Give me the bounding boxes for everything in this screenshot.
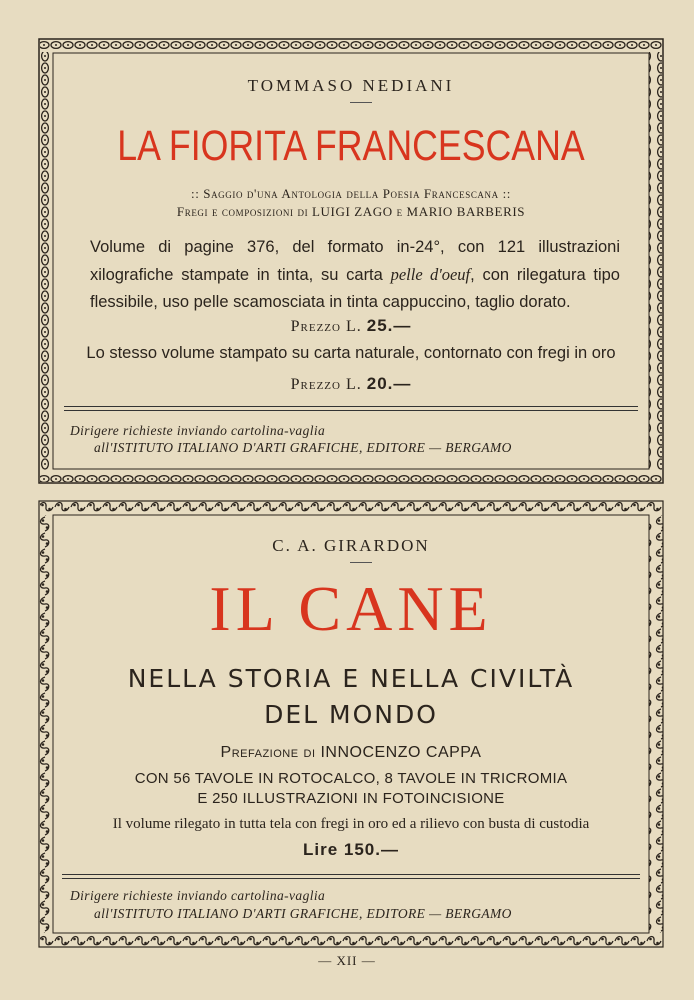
author-name: TOMMASO NEDIANI — [247, 76, 455, 95]
publisher-address: all'ISTITUTO ITALIANO D'ARTI GRAFICHE, EDITORE — BERGAMO — [94, 440, 512, 455]
ad1-content — [60, 38, 642, 484]
double-rule — [64, 406, 638, 411]
book-subtitle-2: DEL MONDO — [264, 700, 438, 729]
page-number: — XII — — [318, 953, 376, 968]
paper-type-emphasis: pelle d'oeuf — [390, 265, 471, 284]
alternate-edition: Lo stesso volume stampato su carta naturale, contornato con fregi in oro — [86, 344, 616, 362]
price-line — [60, 316, 642, 336]
book-credits: Fregi e composizioni di LUIGI ZAGO e MARIO BARBERIS — [176, 204, 526, 219]
book-subtitle: NELLA STORIA E NELLA CIVILTÀ — [127, 664, 575, 693]
preface-credit: Prefazione di INNOCENZO CAPPA — [220, 744, 482, 761]
ad2-content — [60, 500, 642, 948]
advertisement-fiorita-francescana — [38, 38, 664, 484]
price-label: Prezzo L. — [290, 376, 362, 393]
double-rule — [62, 874, 640, 879]
order-instructions: Dirigere richieste inviando cartolina-vaglia — [70, 888, 326, 903]
book-subtitle: :: Saggio d'una Antologia della Poesia Francescana :: — [190, 186, 512, 201]
price-value: 20.— — [366, 374, 412, 393]
publisher-address: all'ISTITUTO ITALIANO D'ARTI GRAFICHE, EDITORE — BERGAMO — [94, 906, 512, 921]
price-value: 25.— — [366, 316, 412, 335]
price-value: Lire 150.— — [303, 840, 399, 859]
price-line-2 — [60, 374, 642, 394]
separator-dash — [350, 102, 372, 103]
advertisement-il-cane — [38, 500, 664, 948]
order-instructions: Dirigere richieste inviando cartolina-vaglia — [70, 423, 326, 438]
price-label: Prezzo L. — [290, 318, 362, 335]
illustrations-info: E 250 ILLUSTRAZIONI IN FOTOINCISIONE — [197, 790, 505, 807]
book-description: Volume di pagine 376, del formato in-24°, con 121 illustrazioni xilografiche stampate in tinta, su carta pelle d'oeuf, con rilegatura tipo flessibile, uso pelle scamosciata in tinta cappuccino, taglio dorato. — [90, 238, 620, 311]
separator-dash — [350, 562, 372, 563]
book-title: LA FIORITA FRANCESCANA — [117, 122, 585, 170]
author-name: C. A. GIRARDON — [272, 536, 430, 555]
binding-info: Il volume rilegato in tutta tela con fregi in oro ed a rilievo con busta di custodia — [112, 816, 590, 832]
plates-info: CON 56 TAVOLE IN ROTOCALCO, 8 TAVOLE IN TRICROMIA — [134, 770, 568, 787]
book-title: IL CANE — [209, 573, 493, 644]
